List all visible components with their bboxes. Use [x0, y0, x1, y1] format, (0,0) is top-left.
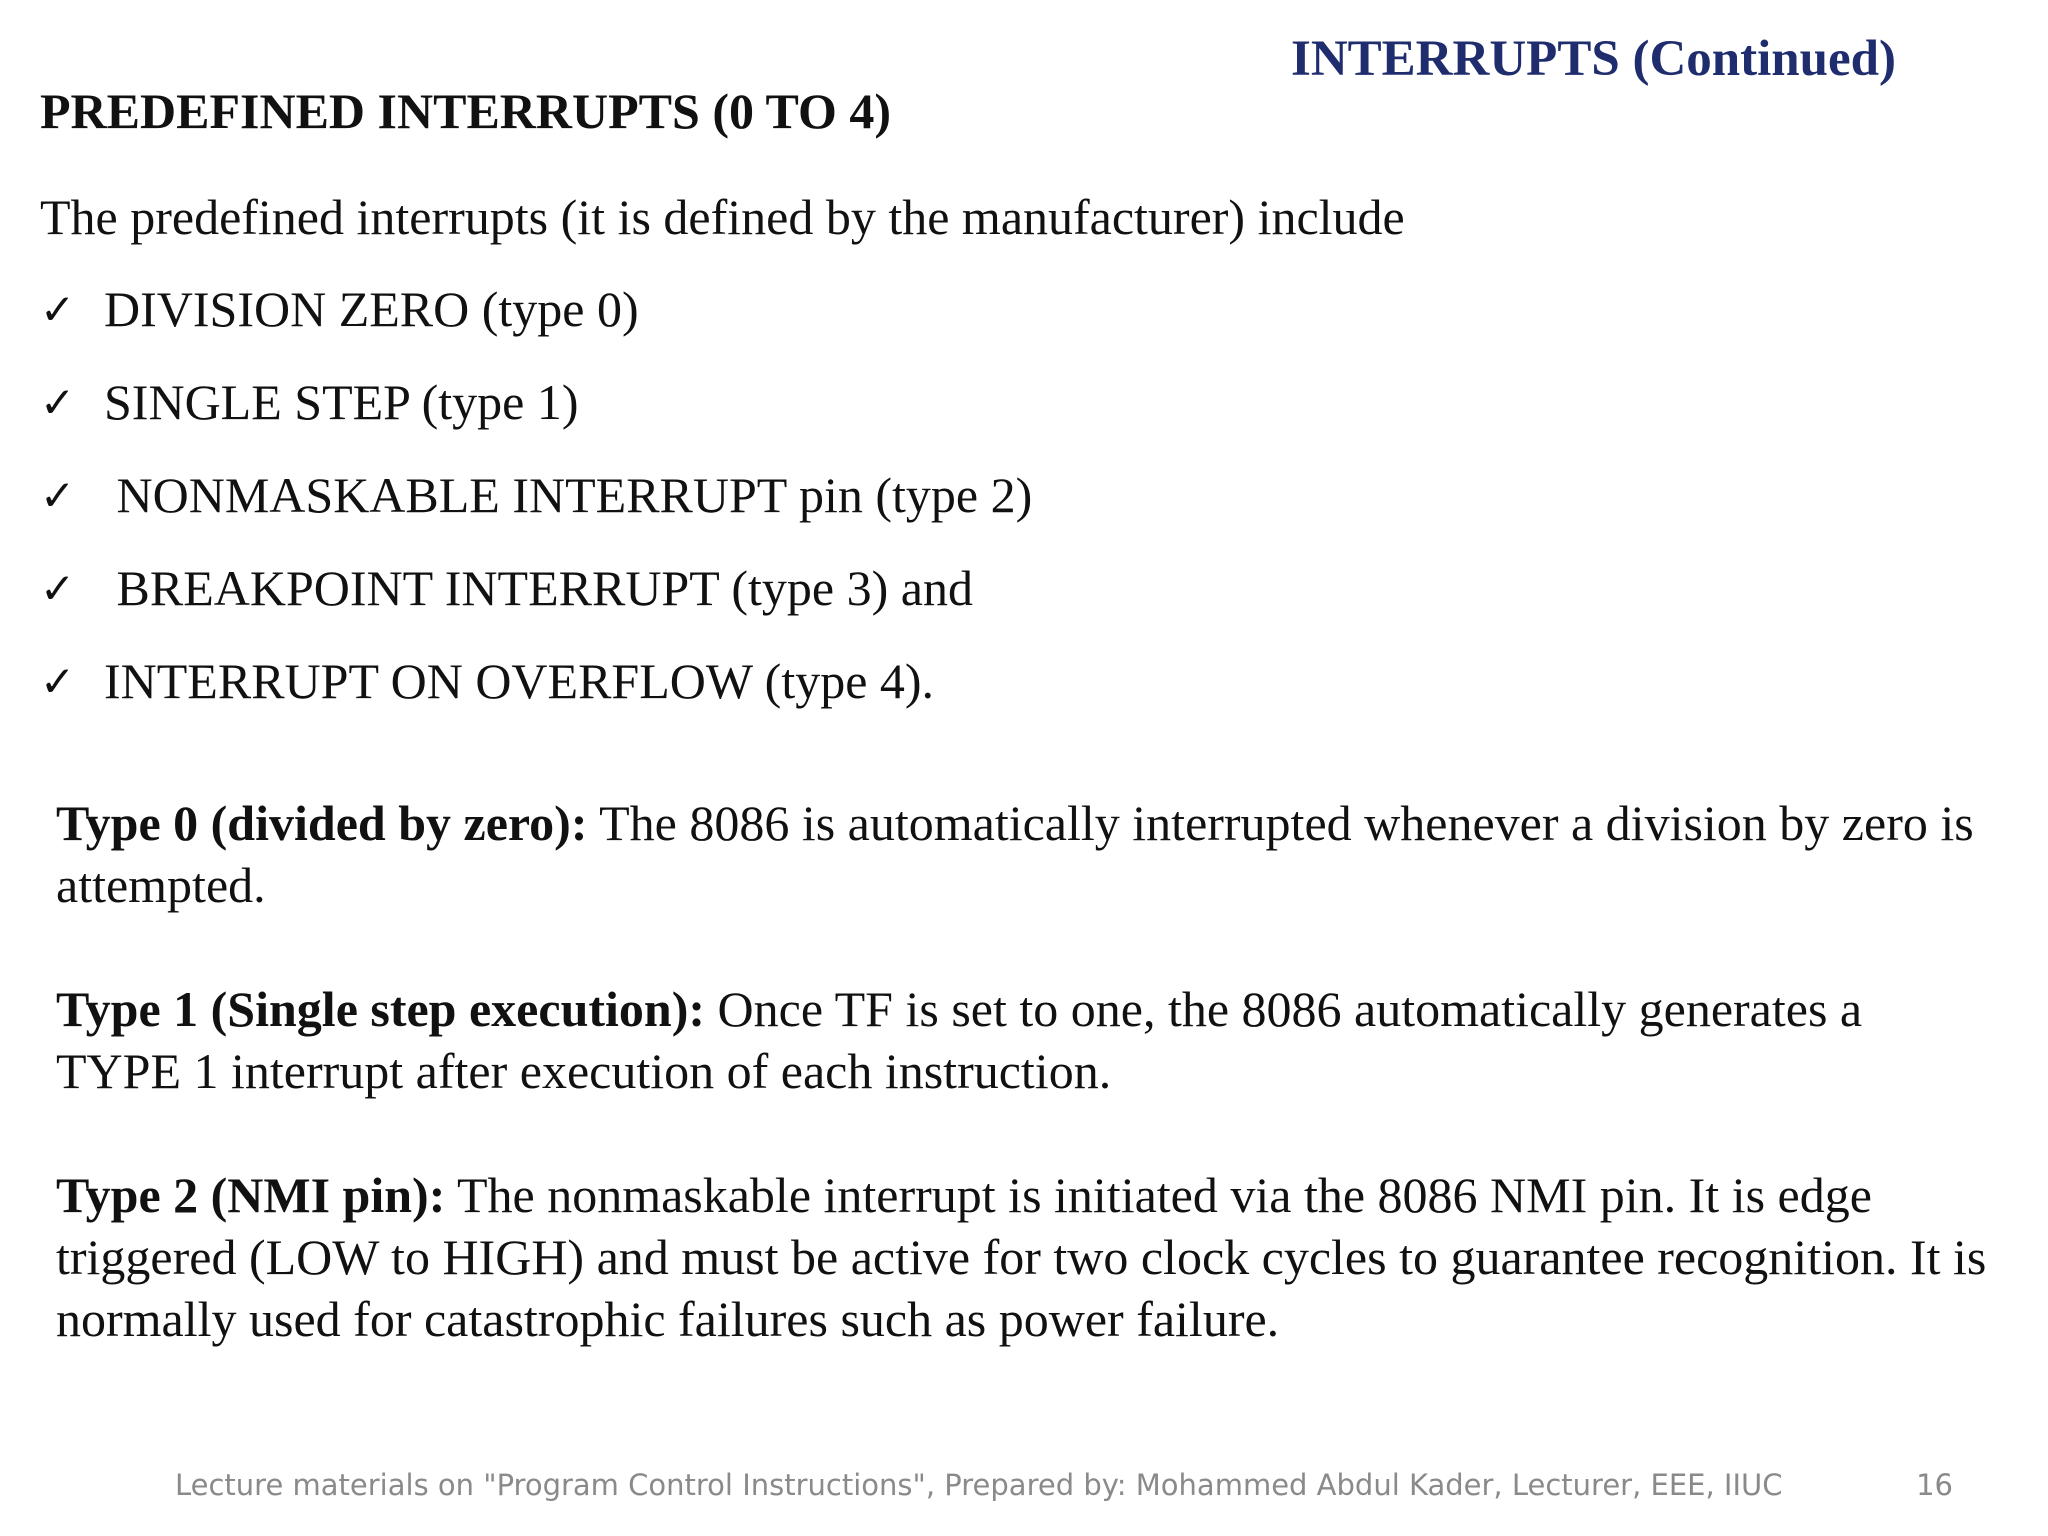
- checklist-item-label: BREAKPOINT INTERRUPT (type 3) and: [104, 560, 973, 616]
- checkmark-icon: ✓: [40, 378, 76, 427]
- type-2-label: Type 2 (NMI pin):: [56, 1167, 446, 1223]
- intro-text: The predefined interrupts (it is defined by the manufacturer) include: [40, 189, 1405, 245]
- checklist-item-label: DIVISION ZERO (type 0): [104, 281, 639, 337]
- checklist-item-label: NONMASKABLE INTERRUPT pin (type 2): [104, 467, 1033, 523]
- checkmark-icon: ✓: [40, 471, 76, 520]
- type-2-description: [56, 1164, 1996, 1350]
- checkmark-icon: ✓: [40, 657, 76, 706]
- checklist-item: [40, 652, 1032, 745]
- checklist-item: [40, 280, 1032, 373]
- type-1-text: Once TF is set to one, the 8086 automatically generates a TYPE 1 interrupt after execution of each instruction.: [56, 981, 1863, 1099]
- checkmark-icon: ✓: [40, 285, 76, 334]
- checkmark-icon: ✓: [40, 564, 76, 613]
- type-0-description: [56, 792, 1996, 916]
- section-heading: PREDEFINED INTERRUPTS (0 TO 4): [40, 83, 892, 139]
- checklist-item: [40, 373, 1032, 466]
- type-1-description: [56, 978, 1996, 1102]
- slide-title: INTERRUPTS (Continued): [1290, 31, 1896, 87]
- checklist-item: [40, 466, 1032, 559]
- type-2-text: The nonmaskable interrupt is initiated via the 8086 NMI pin. It is edge triggered (LOW to HIGH) and must be active for two clock cycles to guarantee recognition. It is normally used for catastrophic failures such as power failure.: [56, 1167, 1987, 1347]
- interrupt-checklist: [40, 280, 1032, 745]
- type-0-label: Type 0 (divided by zero):: [56, 795, 588, 851]
- type-1-label: Type 1 (Single step execution):: [56, 981, 706, 1037]
- slide-footer: Lecture materials on "Program Control Instructions", Prepared by: Mohammed Abdul Kader, Lecturer, EEE, IIUC: [175, 1468, 1783, 1502]
- page-number: 16: [1916, 1468, 1953, 1502]
- type-0-text: The 8086 is automatically interrupted whenever a division by zero is attempted.: [56, 795, 1974, 913]
- checklist-item-label: INTERRUPT ON OVERFLOW (type 4).: [104, 653, 935, 709]
- checklist-item: [40, 559, 1032, 652]
- checklist-item-label: SINGLE STEP (type 1): [104, 374, 579, 430]
